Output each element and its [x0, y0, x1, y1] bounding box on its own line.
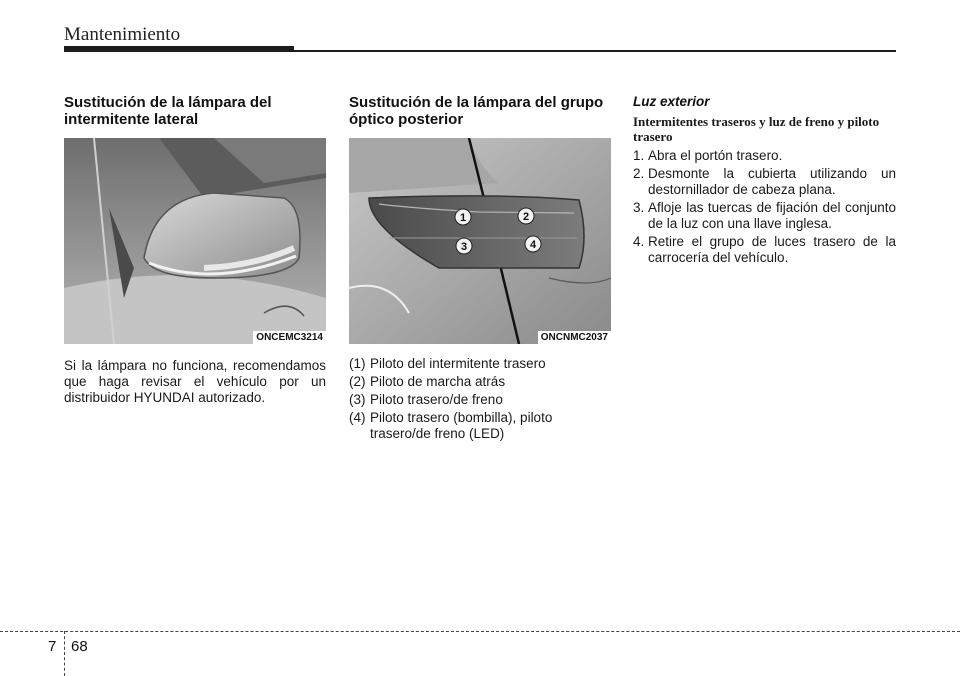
callout-1: 1: [459, 212, 467, 224]
column-side-indicator: [64, 94, 326, 406]
callout-3: 3: [460, 241, 468, 253]
list-item: (2) Piloto de marcha atrás: [349, 374, 506, 389]
callout-4: 4: [529, 239, 537, 251]
footer-rule: [0, 631, 960, 632]
chapter-number: 7: [48, 638, 57, 655]
figure-code: ONCNMC2037: [538, 331, 611, 344]
side-mirror-illustration: [64, 138, 326, 344]
steps-list: [633, 148, 896, 266]
section-heading-side-indicator: Sustitución de la lámpara del intermitente lateral: [64, 94, 272, 128]
column-rear-lamp: [349, 94, 611, 444]
lamp-legend-list: [349, 356, 611, 442]
page-number: 68: [71, 638, 88, 655]
subheading-turn-brake-lamps: Intermitentes traseros y luz de freno y piloto trasero: [633, 114, 880, 144]
header-title: Mantenimiento: [64, 24, 181, 45]
section-heading-rear-lamp: Sustitución de la lámpara del grupo óptico posterior: [349, 94, 604, 128]
list-item: (1) Piloto del intermitente trasero: [349, 356, 546, 371]
figure-side-mirror: [64, 138, 326, 344]
list-item: (3) Piloto trasero/de freno: [349, 392, 503, 407]
step-item: 3. Afloje las tuercas de fijación del conjunto de la luz con una llave inglesa.: [633, 200, 896, 231]
header-rule-thick: [64, 46, 294, 52]
step-item: 2. Desmonte la cubierta utilizando un destornillador de cabeza plana.: [633, 166, 896, 197]
step-item: 1. Abra el portón trasero.: [633, 148, 783, 163]
subheading-exterior-light: Luz exterior: [633, 94, 710, 109]
footer-divider: [64, 631, 65, 676]
step-item: 4. Retire el grupo de luces trasero de la carrocería del vehículo.: [633, 234, 896, 265]
callout-2: 2: [522, 211, 530, 223]
body-text: Si la lámpara no funciona, recomendamos que haga revisar el vehículo por un distribuidor HYUNDAI autorizado.: [64, 358, 326, 405]
figure-rear-lamp: [349, 138, 611, 344]
figure-code: ONCEMC3214: [253, 331, 326, 344]
header-rule-thin: [294, 50, 896, 52]
rear-lamp-illustration: [349, 138, 611, 344]
list-item: (4) Piloto trasero (bombilla), piloto trasero/de freno (LED): [349, 410, 553, 441]
column-exterior-light: [633, 94, 896, 268]
